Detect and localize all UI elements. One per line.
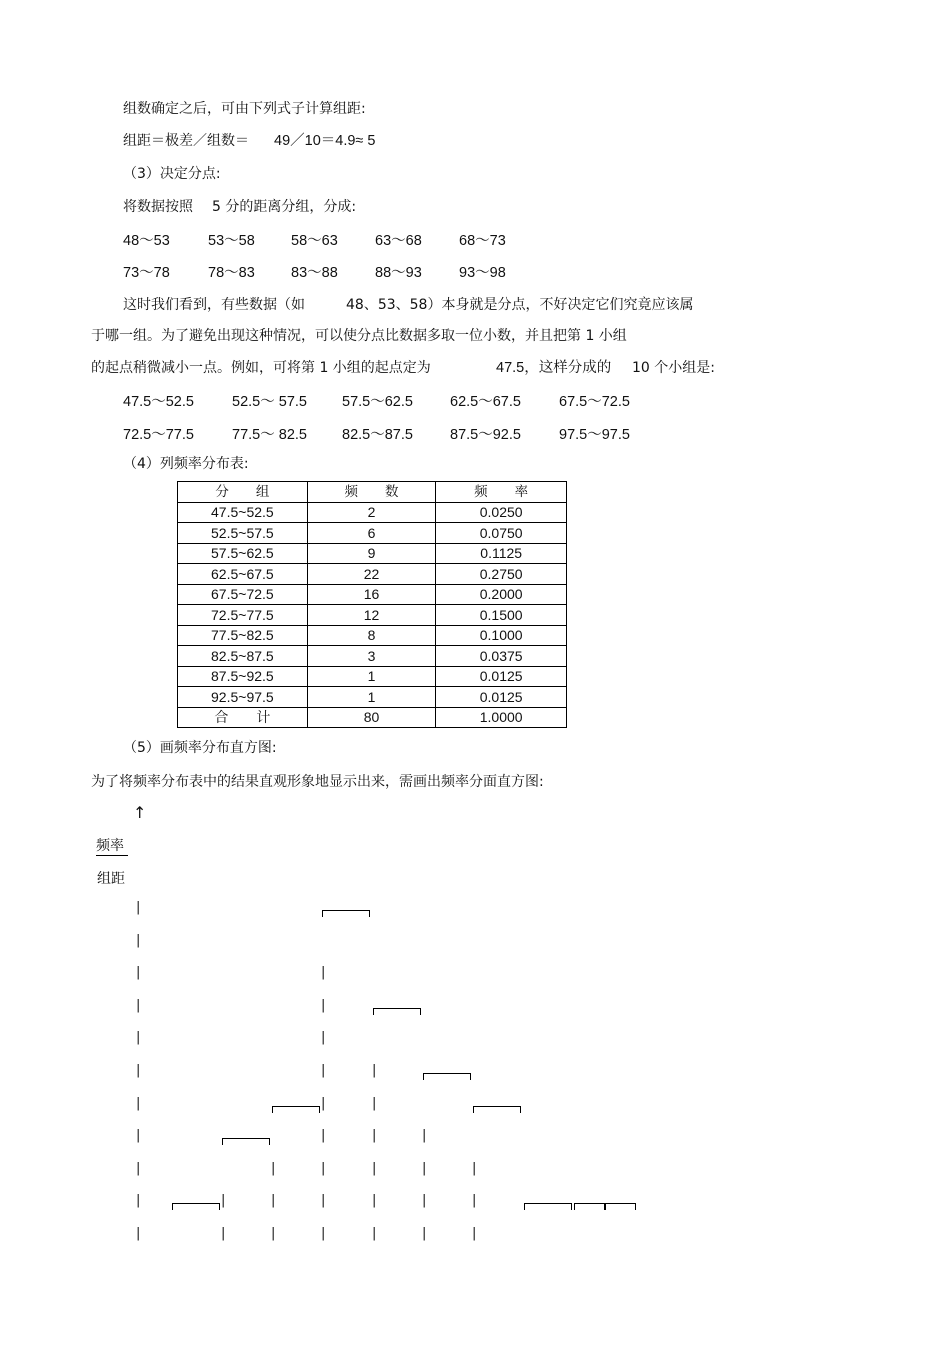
histogram-bar: [373, 1008, 421, 1015]
section-5-heading: （5）画频率分布直方图:: [123, 740, 277, 756]
cell-total-label: 合 计: [178, 707, 308, 728]
histogram-bar-edge: |: [472, 1193, 477, 1209]
table-row: [178, 625, 567, 646]
interval-range: 72.5～77.5: [123, 427, 194, 443]
histogram-bar-edge: |: [321, 1160, 326, 1176]
histogram-bar-edge: |: [372, 1160, 377, 1176]
cell-frequency: 0.2000: [436, 584, 567, 605]
paragraph-line-3b: 47.5，这样分成的: [496, 360, 612, 376]
interval-range: 47.5～52.5: [123, 394, 194, 410]
table-total-row: [178, 707, 567, 728]
cell-count: 9: [307, 543, 436, 564]
cell-frequency: 0.1500: [436, 605, 567, 626]
interval-range: 52.5～ 57.5: [232, 394, 307, 410]
y-axis-label-top: 频率: [96, 837, 128, 856]
histogram-bar: [524, 1203, 572, 1210]
text-formula-label: 组距＝极差／组数＝: [123, 133, 249, 149]
y-axis-stem: |: [136, 1128, 141, 1144]
histogram-bar-edge: |: [472, 1226, 477, 1241]
cell-count: 1: [307, 666, 436, 687]
cell-count: 1: [307, 687, 436, 708]
cell-count: 2: [307, 502, 436, 523]
histogram-bar: [574, 1203, 606, 1210]
cell-group: 67.5~72.5: [178, 584, 308, 605]
paragraph-line-3c: 10 个小组是:: [632, 360, 715, 376]
paragraph-line-1b: 48、53、58）本身就是分点，不好决定它们究竟应该属: [346, 297, 694, 313]
table-row: [178, 605, 567, 626]
histogram-bar-edge: |: [321, 1030, 326, 1046]
histogram-bar-edge: |: [372, 1128, 377, 1144]
table-row: [178, 666, 567, 687]
header-group: 分 组: [178, 482, 308, 503]
group-range: 78～83: [208, 265, 255, 281]
histogram-bar-edge: |: [321, 997, 326, 1013]
cell-frequency: 0.1125: [436, 543, 567, 564]
histogram-bar-edge: |: [271, 1193, 276, 1209]
interval-range: 77.5～ 82.5: [232, 427, 307, 443]
group-range: 68～73: [459, 233, 506, 249]
cell-count: 12: [307, 605, 436, 626]
cell-frequency: 0.0250: [436, 502, 567, 523]
group-range: 48～53: [123, 233, 170, 249]
paragraph-line-3a: 的起点稍微减小一点。例如，可将第 1 小组的起点定为: [91, 360, 431, 376]
group-range: 93～98: [459, 265, 506, 281]
histogram-bar-edge: |: [422, 1128, 427, 1144]
cell-group: 72.5~77.5: [178, 605, 308, 626]
text-formula-value: 49／10＝4.9≈ 5: [274, 133, 376, 149]
histogram-bar: [423, 1073, 471, 1080]
histogram-bar-edge: |: [372, 1063, 377, 1078]
histogram-bar-edge: |: [321, 1095, 326, 1111]
histogram-bar-edge: |: [372, 1226, 377, 1241]
histogram-bar: [473, 1106, 521, 1113]
interval-range: 67.5～72.5: [559, 394, 630, 410]
header-frequency: 频 率: [436, 482, 567, 503]
group-range: 88～93: [375, 265, 422, 281]
table-row: [178, 523, 567, 544]
text-split-b: 5 分的距离分组，分成:: [212, 199, 357, 215]
cell-frequency: 0.1000: [436, 625, 567, 646]
histogram-bar-edge: |: [372, 1095, 377, 1111]
paragraph-line-2: 于哪一组。为了避免出现这种情况，可以使分点比数据多取一位小数，并且把第 1 小组: [91, 328, 627, 344]
table-row: [178, 646, 567, 667]
interval-range: 57.5～62.5: [342, 394, 413, 410]
section-3-heading: （3）决定分点:: [123, 166, 221, 182]
histogram-bar-edge: |: [271, 1226, 276, 1241]
cell-total-count: 80: [307, 707, 436, 728]
histogram-bar-edge: |: [321, 1226, 326, 1241]
histogram-bar-edge: |: [321, 1193, 326, 1209]
interval-range: 97.5～97.5: [559, 427, 630, 443]
cell-group: 57.5~62.5: [178, 543, 308, 564]
y-axis-stem: |: [136, 1226, 141, 1241]
histogram-bar-edge: |: [422, 1160, 427, 1176]
y-axis-stem: |: [136, 1063, 141, 1078]
histogram-bar: [272, 1106, 320, 1113]
cell-frequency: 0.2750: [436, 564, 567, 585]
interval-range: 82.5～87.5: [342, 427, 413, 443]
interval-range: 62.5～67.5: [450, 394, 521, 410]
y-axis-stem: |: [136, 1193, 141, 1209]
histogram-bar: [172, 1203, 220, 1210]
histogram-bar-edge: |: [321, 1063, 326, 1078]
histogram-bar-edge: |: [271, 1160, 276, 1176]
section-4-heading: （4）列频率分布表:: [123, 456, 249, 472]
cell-frequency: 0.0750: [436, 523, 567, 544]
y-axis-stem: |: [136, 1030, 141, 1046]
group-range: 53～58: [208, 233, 255, 249]
y-axis-stem: |: [136, 900, 141, 915]
table-row: [178, 564, 567, 585]
cell-total-frequency: 1.0000: [436, 707, 567, 728]
y-axis-arrow-icon: ↑: [133, 803, 147, 822]
y-axis-stem: |: [136, 1095, 141, 1111]
histogram-bar-edge: |: [221, 1193, 226, 1209]
histogram-bar: [222, 1138, 270, 1145]
cell-count: 22: [307, 564, 436, 585]
histogram-bar-edge: |: [321, 1128, 326, 1144]
y-axis-stem: |: [136, 997, 141, 1013]
frequency-table: [177, 481, 567, 728]
cell-frequency: 0.0125: [436, 666, 567, 687]
table-row: [178, 502, 567, 523]
group-range: 63～68: [375, 233, 422, 249]
table-header-row: [178, 482, 567, 503]
histogram-bar-edge: |: [422, 1226, 427, 1241]
cell-group: 82.5~87.5: [178, 646, 308, 667]
histogram-bar-edge: |: [472, 1160, 477, 1176]
text-line-group-distance: 组数确定之后，可由下列式子计算组距:: [123, 101, 366, 117]
y-axis-stem: |: [136, 965, 141, 981]
paragraph-line-1a: 这时我们看到，有些数据（如: [123, 297, 305, 313]
cell-frequency: 0.0125: [436, 687, 567, 708]
histogram-bar-edge: |: [221, 1226, 226, 1241]
cell-count: 8: [307, 625, 436, 646]
text-split-a: 将数据按照: [123, 199, 193, 215]
group-range: 58～63: [291, 233, 338, 249]
interval-range: 87.5～92.5: [450, 427, 521, 443]
cell-group: 77.5~82.5: [178, 625, 308, 646]
table-row: [178, 687, 567, 708]
cell-count: 6: [307, 523, 436, 544]
group-range: 73～78: [123, 265, 170, 281]
cell-group: 62.5~67.5: [178, 564, 308, 585]
header-count: 频 数: [307, 482, 436, 503]
group-range: 83～88: [291, 265, 338, 281]
cell-group: 87.5~92.5: [178, 666, 308, 687]
histogram-bar-edge: |: [422, 1193, 427, 1209]
histogram-bar-edge: |: [372, 1193, 377, 1209]
y-axis-stem: |: [136, 1160, 141, 1176]
cell-count: 3: [307, 646, 436, 667]
cell-count: 16: [307, 584, 436, 605]
histogram-bar: [604, 1203, 636, 1210]
cell-group: 47.5~52.5: [178, 502, 308, 523]
cell-frequency: 0.0375: [436, 646, 567, 667]
y-axis-label-bottom: 组距: [97, 871, 125, 887]
y-axis-stem: |: [136, 932, 141, 948]
histogram-bar-edge: |: [321, 965, 326, 981]
cell-group: 52.5~57.5: [178, 523, 308, 544]
table-row: [178, 543, 567, 564]
histogram-bar: [322, 910, 370, 917]
histogram-intro: 为了将频率分布表中的结果直观形象地显示出来，需画出频率分面直方图:: [91, 774, 544, 790]
cell-group: 92.5~97.5: [178, 687, 308, 708]
table-row: [178, 584, 567, 605]
